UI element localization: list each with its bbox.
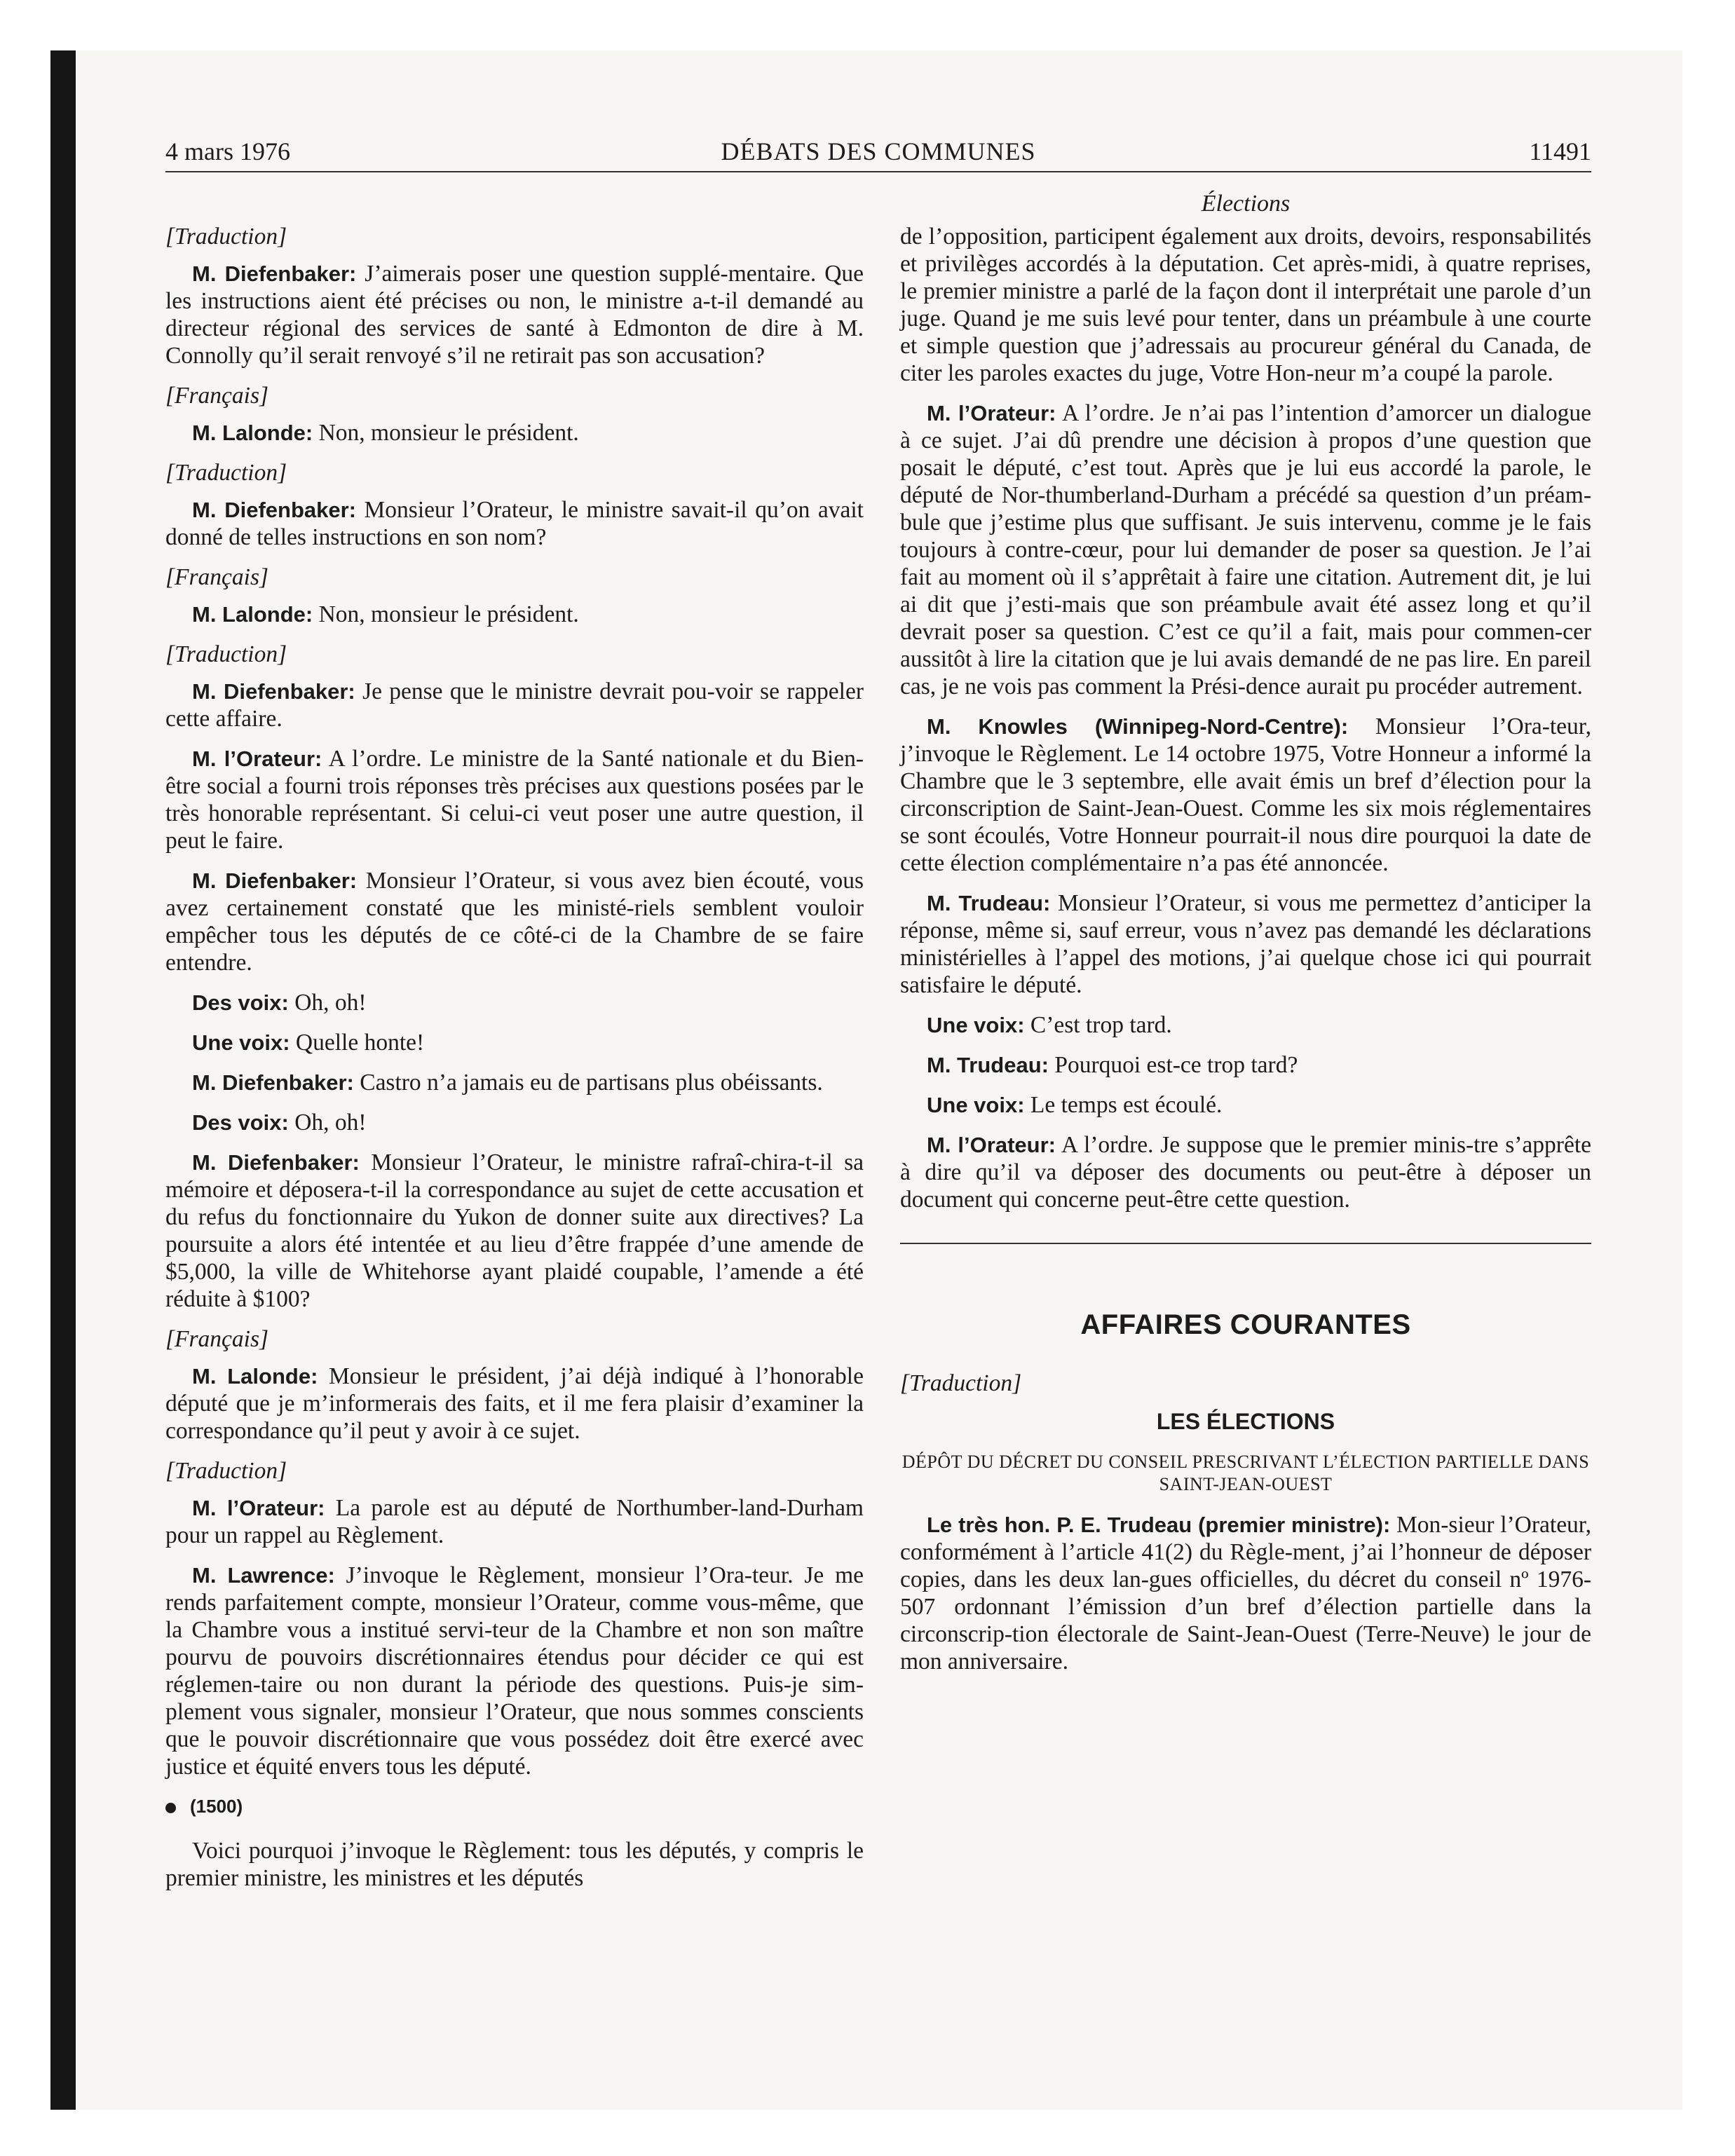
subsection-heading: DÉPÔT DU DÉCRET DU CONSEIL PRESCRIVANT L’ÉLECTION PARTIELLE DANS SAINT-JEAN-OUEST: [901, 1452, 1590, 1494]
speech-paragraph: [165, 1494, 864, 1549]
speech-text: A l’ordre. Je n’ai pas l’intention d’amorcer un dialogue à ce sujet. J’ai dû prendre une décision à propos d’une question que posait le député, c’est tout. Après que je lui eus accordé la parole, le député de Nor-thumberland-Durham a précédé sa question d’un préam-bule que j’estime plus que suffisant. Je suis intervenu, comme je le fais toujours à contre-cœur, pour lui demander de poser sa question. Je l’ai fait au moment où il s’apprêtait à faire une citation. Autrement dit, je lui ai dit que j’esti-mais que son préambule avait été assez long et qu’il devrait poser sa question. C’est ce qu’il a fait, mais pour commen-cer aussitôt à lire la citation que je lui avais demandé de ne pas lire. En pareil cas, je ne vois pas comment la Prési-dence aurait pu procéder autrement.: [900, 400, 1591, 700]
speech-text: de l’opposition, participent également aux droits, devoirs, responsabilités et privilèges accordés à la députation. Cet après-midi, à quatre reprises, le premier ministre a parlé de la façon dont il interprétait une parole d’un juge. Quand je me suis levé pour tenter, dans un préambule à une courte et simple question que j’adressais au procureur général du Canada, de citer les paroles exactes du juge, Votre Hon-neur m’a coupé la parole.: [900, 224, 1591, 386]
speaker-name: M. Lalonde:: [192, 602, 313, 627]
speaker-name: M. Diefenbaker:: [192, 261, 357, 286]
subsection-title: LES ÉLECTIONS: [1156, 1409, 1335, 1434]
speaker-name: M. Lalonde:: [192, 1364, 318, 1389]
speech-text: Monsieur l’Ora-teur, j’invoque le Règlement. Le 14 octobre 1975, Votre Honneur a informé la Chambre que le 3 septembre, elle avait émis un bref d’élection pour la circonscription de Saint-Jean-Ouest. Comme les six mois réglementaires se sont écoulés, Votre Honneur pourrait-il nous dire pourquoi la date de cette élection complémentaire n’a pas été annoncée.: [900, 714, 1591, 876]
speech-text: Monsieur l’Orateur, si vous me permettez d’anticiper la réponse, même si, sauf erreur, vous n’avez pas demandé les déclarations ministérielles à l’appel des motions, j’ai quelque chose ici qui pourrait satisfaire le député.: [900, 890, 1591, 998]
language-tag: [Traduction]: [165, 1458, 287, 1484]
speaker-name: Une voix:: [927, 1093, 1025, 1117]
speech-text: Monsieur l’Orateur, le ministre savait-il qu’on avait donné de telles instructions en son nom?: [165, 497, 864, 550]
speech-paragraph: [900, 400, 1591, 700]
speech-paragraph: [900, 1011, 1591, 1039]
language-tag: [Traduction]: [165, 460, 287, 486]
speech-text: Castro n’a jamais eu de partisans plus obéissants.: [353, 1070, 823, 1096]
time-text: (1500): [190, 1796, 243, 1817]
speech-paragraph: [900, 889, 1591, 999]
scan-border: [50, 50, 76, 2110]
speech-text: Monsieur le président, j’ai déjà indiqué à l’honorable député que je m’informerais des faits, et il me fera plaisir d’examiner la correspondance qu’il peut y avoir à ce sujet.: [165, 1363, 864, 1444]
speaker-name: M. Lawrence:: [192, 1563, 335, 1588]
header-page-number: 11491: [1529, 137, 1591, 165]
speech-text: Quelle honte!: [290, 1030, 425, 1056]
speaker-name: M. Lalonde:: [192, 421, 313, 445]
speaker-name: M. l’Orateur:: [192, 1496, 325, 1520]
language-tag: [Français]: [165, 1326, 269, 1352]
language-tag: [Français]: [165, 383, 269, 409]
left-column: [165, 223, 864, 1904]
speaker-name: M. l’Orateur:: [927, 1133, 1056, 1157]
speaker-name: M. l’Orateur:: [192, 746, 322, 771]
right-column: [900, 223, 1591, 1688]
speech-text: A l’ordre. Je suppose que le premier minis-tre s’apprête à dire qu’il va déposer des documents ou peut-être à déposer un document qui concerne peut-être cette question.: [900, 1132, 1591, 1213]
section-divider: [900, 1243, 1591, 1244]
speaker-name: Des voix:: [192, 1110, 289, 1135]
language-tag: [Traduction]: [900, 1370, 1022, 1396]
speaker-name: M. l’Orateur:: [927, 401, 1056, 425]
speech-paragraph: [165, 1029, 864, 1056]
speech-paragraph: [900, 1131, 1591, 1213]
language-tag: [Traduction]: [165, 224, 287, 250]
speech-paragraph: [900, 1091, 1591, 1119]
speech-paragraph: [165, 419, 864, 446]
speaker-name: M. Diefenbaker:: [192, 498, 356, 522]
speech-text: A l’ordre. Le ministre de la Santé nationale et du Bien-être social a fourni trois réponses très précises aux questions posées par le très honorable représentant. Si celui-ci veut poser une autre question, il peut le faire.: [165, 746, 864, 854]
section-label: Élections: [1201, 191, 1291, 217]
speaker-name: M. Diefenbaker:: [192, 1070, 354, 1095]
speech-paragraph: [165, 496, 864, 551]
bullet-icon: [165, 1803, 176, 1813]
speech-text: Je pense que le ministre devrait pou-voir se rappeler cette affaire.: [165, 678, 864, 732]
speech-paragraph: [165, 745, 864, 854]
speech-text: Monsieur l’Orateur, si vous avez bien écouté, vous avez certainement constaté que les ministé-riels semblent vouloir empêcher tous les députés de ce côté-ci de la Chambre de se faire entendre.: [165, 868, 864, 976]
speech-text: C’est trop tard.: [1024, 1012, 1172, 1038]
header-title: DÉBATS DES COMMUNES: [721, 137, 1036, 165]
speaker-name: M. Trudeau:: [927, 891, 1051, 915]
speech-text: Voici pourquoi j’invoque le Règlement: tous les députés, y compris le premier ministre, les ministres et les députés: [165, 1838, 864, 1891]
speaker-name: Des voix:: [192, 990, 289, 1015]
page-header: [165, 135, 1591, 172]
speech-text: Pourquoi est-ce trop tard?: [1048, 1052, 1298, 1078]
speech-text: Oh, oh!: [288, 990, 367, 1016]
speech-text: Monsieur l’Orateur, le ministre rafraî-chira-t-il sa mémoire et déposera-t-il la correspondance au sujet de cette accusation et du refus du fonctionnaire du Yukon de donner suite aux directives? La poursuite a alors été intentée et au lieu d’être frappée d’une amende de $5,000, la ville de Whitehorse ayant plaidé coupable, l’amende a été réduite à $100?: [165, 1149, 864, 1312]
speech-paragraph: [165, 1562, 864, 1780]
speech-paragraph: [165, 260, 864, 369]
speaker-name: Une voix:: [927, 1013, 1025, 1037]
language-tag: [Traduction]: [165, 641, 287, 667]
header-date: 4 mars 1976: [165, 137, 290, 165]
speaker-name: M. Diefenbaker:: [192, 679, 355, 704]
speech-paragraph: [900, 713, 1591, 877]
speaker-name: Une voix:: [192, 1030, 290, 1055]
speech-paragraph: [165, 1363, 864, 1445]
speech-text: Le temps est écoulé.: [1024, 1092, 1223, 1118]
speech-paragraph: [165, 601, 864, 628]
speech-text: Oh, oh!: [288, 1110, 367, 1135]
speech-paragraph: [165, 1069, 864, 1096]
speech-paragraph: [165, 1837, 864, 1892]
speech-paragraph: [165, 989, 864, 1016]
speech-paragraph: [165, 678, 864, 732]
speech-text: Mon-sieur l’Orateur, conformément à l’article 41(2) du Règle-ment, j’ai l’honneur de déposer copies, dans les deux lan-gues officielles, du décret du conseil nº 1976-507 ordonnant l’émission d’un bref d’élection partielle dans la circonscrip-tion électorale de Saint-Jean-Ouest (Terre-Neuve) le jour de mon anniversaire.: [900, 1512, 1591, 1674]
speech-paragraph: [165, 1109, 864, 1136]
language-tag: [Français]: [165, 564, 269, 590]
speech-paragraph: [900, 1511, 1591, 1675]
speech-paragraph: [165, 1149, 864, 1313]
time-marker: [165, 1793, 864, 1820]
speech-text: La parole est au député de Northumber-land-Durham pour un rappel au Règlement.: [165, 1495, 864, 1548]
speech-paragraph: [900, 223, 1591, 387]
speech-text: Non, monsieur le président.: [313, 601, 579, 627]
speaker-name: Le très hon. P. E. Trudeau (premier ministre):: [927, 1513, 1391, 1537]
speaker-name: M. Knowles (Winnipeg-Nord-Centre):: [927, 714, 1349, 739]
speech-paragraph: [165, 867, 864, 976]
section-title: AFFAIRES COURANTES: [1080, 1309, 1411, 1340]
speaker-name: M. Diefenbaker:: [192, 1150, 360, 1175]
speech-text: J’aimerais poser une question supplé-mentaire. Que les instructions aient été précises ou non, le ministre a-t-il demandé au directeur régional des services de santé à Edmonton de dire à M. Connolly qu’il serait renvoyé s’il ne retirait pas son accusation?: [165, 261, 864, 369]
speaker-name: M. Diefenbaker:: [192, 868, 358, 893]
speech-paragraph: [900, 1051, 1591, 1079]
speech-text: Non, monsieur le président.: [313, 420, 579, 446]
speaker-name: M. Trudeau:: [927, 1053, 1049, 1077]
speech-text: J’invoque le Règlement, monsieur l’Ora-teur. Je me rends parfaitement compte, monsieur l’Orateur, comme vous-même, que la Chambre vous a institué servi-teur de la Chambre et non son maître pourvu de pouvoirs discrétionnaires étendus pour décider ce qui est réglemen-taire ou non durant la période des questions. Puis-je sim-plement vous signaler, monsieur l’Orateur, que nous sommes conscients que le pouvoir discrétionnaire que vous possédez doit être exercé avec justice et équité envers tous les député.: [165, 1562, 864, 1780]
